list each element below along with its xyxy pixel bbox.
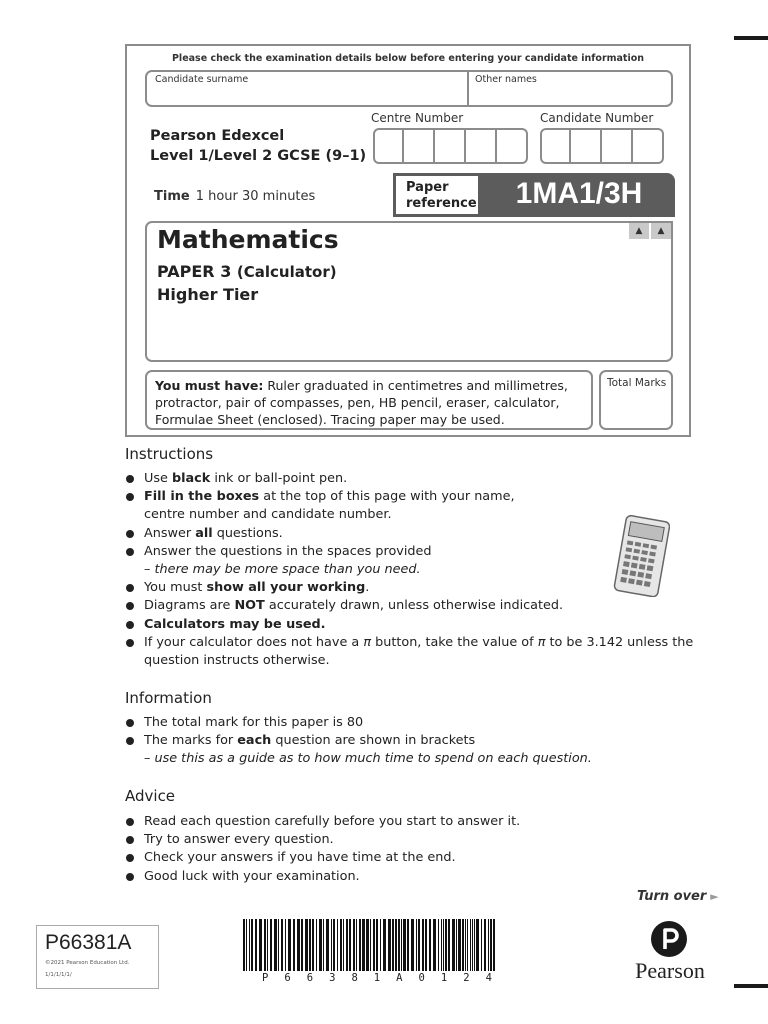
barcode-digit: A (396, 972, 403, 984)
list-item-continuation: – there may be more space than you need. (144, 562, 421, 578)
calculator-icon (612, 515, 670, 597)
barcode-bar (456, 919, 457, 971)
list-item-continuation: centre number and candidate number. (144, 507, 392, 523)
time-value: 1 hour 30 minutes (195, 189, 316, 204)
barcode-bar (326, 919, 329, 971)
list-item: Try to answer every question. (125, 831, 520, 849)
paper-number (157, 262, 337, 281)
advice-heading: Advice (125, 787, 176, 805)
barcode-bar (488, 919, 489, 971)
list-item: Answer the questions in the spaces provided (125, 543, 693, 561)
list-item: Read each question carefully before you start to answer it. (125, 813, 520, 831)
list-item: The marks for each question are shown in brackets (125, 732, 592, 750)
barcode-digit: 6 (284, 972, 291, 984)
barcode-bar (312, 919, 314, 971)
list-item: You must show all your working. (125, 579, 693, 597)
instructions-heading: Instructions (125, 445, 214, 463)
barcode-bar (395, 919, 397, 971)
barcode-bar (301, 919, 303, 971)
advice-list (125, 813, 520, 886)
barcode-bar (401, 919, 402, 971)
barcode-bar (388, 919, 391, 971)
barcode-bar (359, 919, 361, 971)
equipment-box (145, 370, 593, 430)
barcode-bar (309, 919, 311, 971)
equipment-line-3: Formulae Sheet (enclosed). Tracing paper may be used. (155, 412, 505, 427)
barcode-bar (246, 919, 247, 971)
barcode-bar (392, 919, 394, 971)
candidate-number-cell[interactable] (633, 128, 664, 164)
paper-reference-label (395, 175, 479, 215)
barcode-bar (465, 919, 466, 971)
turn-over-text: Turn over (637, 889, 707, 904)
barcode-bar (438, 919, 439, 971)
surname-field[interactable] (147, 86, 465, 105)
information-heading: Information (125, 689, 212, 707)
paper-code: P66381A (45, 931, 132, 954)
barcode-bar (259, 919, 262, 971)
paper-note: (Calculator) (236, 263, 337, 281)
list-item-continuation: question instructs otherwise. (144, 653, 330, 669)
time-label: Time (154, 189, 190, 204)
arrow-right-icon: ► (710, 890, 719, 903)
list-item: Use black ink or ball-point pen. (125, 470, 693, 488)
barcode-bar (249, 919, 250, 971)
barcode-digit: 2 (463, 972, 470, 984)
candidate-number-cell[interactable] (602, 128, 633, 164)
barcode-bar (441, 919, 442, 971)
barcode-bar (356, 919, 357, 971)
equipment-label: You must have: (155, 378, 264, 393)
pearson-wordmark: Pearson (635, 958, 705, 983)
list-item: Diagrams are NOT accurately drawn, unless otherwise indicated. (125, 597, 693, 615)
barcode-bar (418, 919, 420, 971)
barcode-digit: 4 (485, 972, 492, 984)
barcode-bar (493, 919, 495, 971)
barcode-bar (429, 919, 431, 971)
barcode-bar (362, 919, 365, 971)
barcode-bar (380, 919, 381, 971)
barcode-bar (376, 919, 378, 971)
triangle-up-icon: ▲ (629, 223, 649, 239)
barcode-bar (481, 919, 482, 971)
list-item: Good luck with your examination. (125, 868, 520, 886)
centre-number-cell[interactable] (466, 128, 497, 164)
other-names-field[interactable] (469, 86, 673, 105)
paper-label: PAPER 3 (157, 262, 232, 281)
print-code: 1/1/1/1/1/ (45, 972, 72, 978)
barcode-bar (274, 919, 277, 971)
tier-markers (629, 223, 671, 239)
barcode-bar (264, 919, 266, 971)
candidate-details-frame (125, 44, 691, 437)
paper-reference-label-line2: reference (406, 196, 477, 211)
barcode-bar (370, 919, 371, 971)
equipment-text (155, 377, 585, 428)
barcode-bar (443, 919, 444, 971)
centre-number-cell[interactable] (404, 128, 435, 164)
barcode-bar (255, 919, 257, 971)
candidate-number-cell[interactable] (571, 128, 602, 164)
centre-number-cell[interactable] (373, 128, 404, 164)
barcode-bar (474, 919, 475, 971)
candidate-number-label: Candidate Number (540, 111, 654, 125)
barcode-bar (448, 919, 450, 971)
barcode-bar (331, 919, 332, 971)
copyright-text: ©2021 Pearson Education Ltd. (45, 960, 130, 966)
barcode-digit: 8 (351, 972, 358, 984)
barcode-bar (346, 919, 348, 971)
barcode-bar (323, 919, 324, 971)
barcode-digit: 1 (373, 972, 381, 984)
barcode-bar (267, 919, 268, 971)
barcode-bar (251, 919, 253, 971)
barcode-bar (243, 919, 245, 971)
barcode-digit: 1 (440, 972, 448, 984)
barcode-bar (337, 919, 338, 971)
barcode-digit: 3 (329, 972, 336, 984)
barcode-bar (484, 919, 486, 971)
centre-number-label: Centre Number (371, 111, 464, 125)
subject-title: Mathematics (157, 225, 339, 254)
barcode-bar (297, 919, 300, 971)
paper-reference-code: 1MA1/3H (515, 177, 643, 210)
barcode-bar (467, 919, 468, 971)
barcode-bar (470, 919, 471, 971)
barcode-bar (278, 919, 279, 971)
registration-mark-bottom (734, 984, 768, 988)
centre-number-cell[interactable] (497, 128, 528, 164)
barcode-bar (416, 919, 417, 971)
paper-code-box (36, 925, 159, 989)
barcode-bar (285, 919, 286, 971)
barcode-bar (433, 919, 436, 971)
list-item: Calculators may be used. (125, 616, 693, 634)
barcode-bar (343, 919, 344, 971)
barcode-bar (288, 919, 291, 971)
total-marks-box[interactable] (599, 370, 673, 430)
surname-label: Candidate surname (155, 74, 249, 85)
barcode-bar (476, 919, 479, 971)
barcode-bar (349, 919, 351, 971)
centre-number-boxes (373, 128, 528, 164)
barcode-bar (293, 919, 295, 971)
barcode-bar (452, 919, 455, 971)
barcode-bar (316, 919, 317, 971)
qualification-level: Level 1/Level 2 GCSE (9–1) (150, 148, 367, 164)
barcode-bar (353, 919, 355, 971)
pearson-logo-icon (651, 921, 687, 957)
barcode-digit: 6 (306, 972, 314, 984)
exam-board (150, 126, 366, 166)
barcode-bar (398, 919, 400, 971)
centre-number-cell[interactable] (435, 128, 466, 164)
barcode-bar (472, 919, 473, 971)
other-names-label: Other names (475, 74, 537, 85)
barcode-bar (403, 919, 406, 971)
total-marks-label: Total Marks (607, 377, 667, 389)
barcode (243, 919, 499, 973)
barcode-digit: 0 (418, 972, 425, 984)
candidate-name-box (145, 70, 673, 107)
list-item: Check your answers if you have time at the end. (125, 849, 520, 867)
equipment-line-2: protractor, pair of compasses, pen, HB pencil, eraser, calculator, (155, 395, 560, 410)
barcode-bar (305, 919, 308, 971)
barcode-bar (270, 919, 272, 971)
instructions-list (125, 470, 693, 670)
list-item-continuation: – use this as a guide as to how much time to spend on each question. (144, 751, 592, 767)
triangle-up-icon: ▲ (651, 223, 671, 239)
barcode-bar (366, 919, 369, 971)
barcode-bar (458, 919, 461, 971)
list-item: The total mark for this paper is 80 (125, 714, 592, 732)
barcode-bar (411, 919, 414, 971)
list-item: Answer all questions. (125, 525, 693, 543)
list-item: If your calculator does not have a π button, take the value of π to be 3.142 unless the (125, 634, 693, 652)
barcode-bar (422, 919, 424, 971)
list-item: Fill in the boxes at the top of this page with your name, (125, 488, 693, 506)
tier-label: Higher Tier (157, 285, 259, 304)
information-list (125, 714, 592, 769)
barcode-bar (340, 919, 342, 971)
barcode-bar (319, 919, 322, 971)
equipment-line-1: Ruler graduated in centimetres and millimetres, (267, 378, 568, 393)
paper-reference-label-line1: Paper (406, 180, 449, 195)
barcode-number (262, 972, 492, 984)
exam-board-name: Pearson Edexcel (150, 128, 285, 144)
candidate-number-boxes (540, 128, 664, 164)
barcode-bar (445, 919, 447, 971)
subject-box (145, 221, 673, 362)
candidate-number-cell[interactable] (540, 128, 571, 164)
barcode-digit: P (262, 972, 269, 984)
details-notice: Please check the examination details below before entering your candidate information (171, 53, 645, 64)
barcode-bar (490, 919, 492, 971)
barcode-bar (373, 919, 375, 971)
barcode-bar (407, 919, 409, 971)
registration-mark-top (734, 36, 768, 40)
time-allowed (154, 189, 315, 204)
turn-over-label (637, 889, 719, 904)
barcode-bar (333, 919, 335, 971)
barcode-bar (281, 919, 283, 971)
barcode-bar (462, 919, 464, 971)
paper-reference-panel (393, 173, 675, 217)
barcode-bar (383, 919, 386, 971)
barcode-bar (425, 919, 427, 971)
